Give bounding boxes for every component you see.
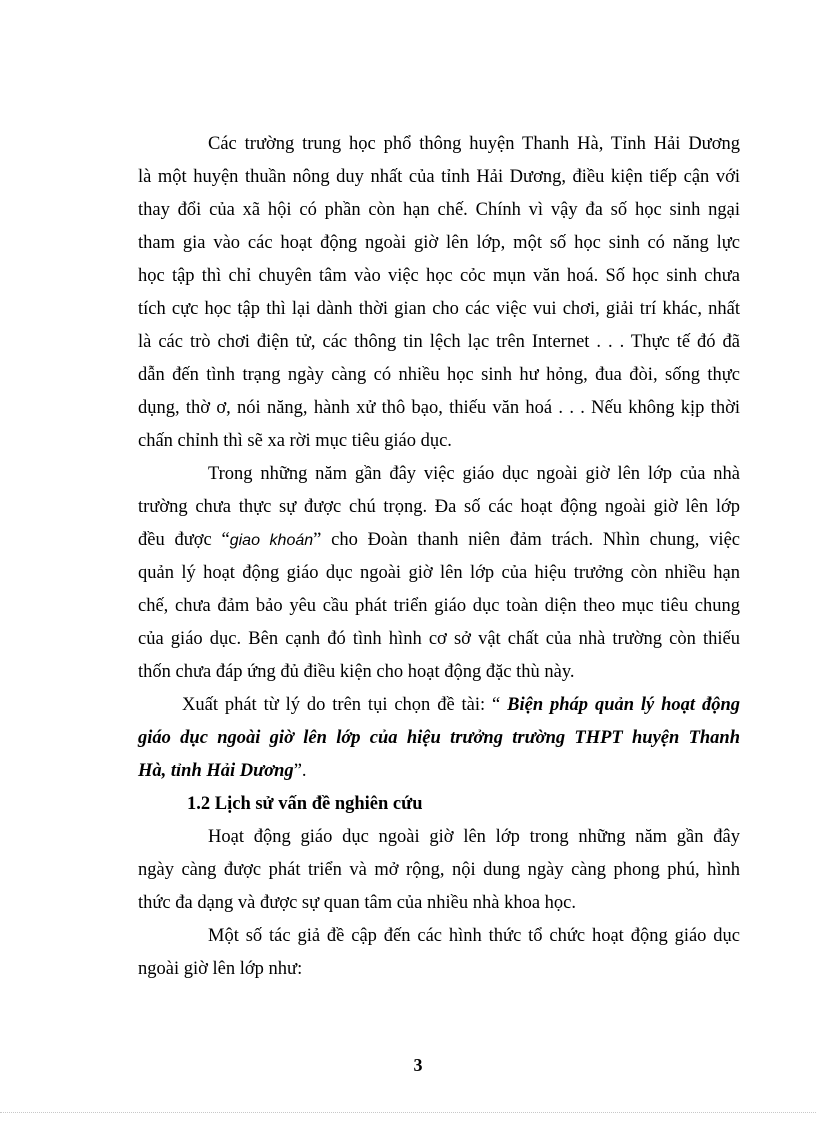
paragraph-1-line-4: tham gia vào các hoạt động ngoài giờ lên lớp, một số học sinh có năng lực	[138, 233, 740, 253]
paragraph-1-line-10: chấn chỉnh thì sẽ xa rời mục tiêu giáo dục.	[138, 431, 452, 451]
topic-title-part-1: Biện pháp quản lý hoạt động	[507, 695, 740, 715]
paragraph-2-line-2: trường chưa thực sự được chú trọng. Đa số các hoạt động ngoài giờ lên lớp	[138, 497, 740, 517]
paragraph-3-line-3	[138, 754, 740, 788]
paragraph-1-line-5: học tập thì chỉ chuyên tâm vào việc học cỏc mụn văn hoá. Số học sinh chưa	[138, 266, 740, 286]
paragraph-5-line-2: ngoài giờ lên lớp như:	[138, 959, 303, 979]
paragraph-1-line-3: thay đổi của xã hội có phần còn hạn chế. Chính vì vậy đa số học sinh ngại	[138, 200, 740, 220]
paragraph-1-line-9: dụng, thờ ơ, nói năng, hành xử thô bạo, thiếu văn hoá . . . Nếu không kịp thời	[138, 398, 740, 418]
paragraph-2-line-3-end: ” cho Đoàn thanh niên đảm trách. Nhìn chung, việc	[313, 530, 740, 550]
page-bottom-divider	[0, 1112, 816, 1113]
section-heading: 1.2 Lịch sử vấn đề nghiên cứu	[187, 794, 423, 814]
paragraph-2-line-1: Trong những năm gần đây việc giáo dục ngoài giờ lên lớp của nhà	[208, 464, 740, 484]
paragraph-1-line-1: Các trường trung học phổ thông huyện Thanh Hà, Tỉnh Hải Dương	[208, 134, 740, 154]
topic-title-part-3: Hà, tỉnh Hải Dương	[138, 761, 294, 781]
paragraph-4-line-3: thức đa dạng và được sự quan tâm của nhiều nhà khoa học.	[138, 893, 576, 913]
paragraph-1-line-8: dẫn đến tình trạng ngày càng có nhiều học sinh hư hỏng, đua đòi, sống thực	[138, 365, 740, 385]
page-number: 3	[413, 1055, 423, 1075]
paragraph-2-line-5: chế, chưa đảm bảo yêu cầu phát triển giáo dục toàn diện theo mục tiêu chung	[138, 596, 740, 616]
paragraph-3-line-1	[182, 688, 740, 722]
paragraph-1-line-2: là một huyện thuần nông duy nhất của tỉnh Hải Dương, điều kiện tiếp cận với	[138, 167, 740, 187]
paragraph-4-line-2: ngày càng được phát triển và mở rộng, nội dung ngày càng phong phú, hình	[138, 860, 740, 880]
paragraph-1-line-7: là các trò chơi điện tử, các thông tin lệch lạc trên Internet . . . Thực tế đó đã	[138, 332, 740, 352]
paragraph-2-line-4: quản lý hoạt động giáo dục ngoài giờ lên lớp của hiệu trưởng còn nhiều hạn	[138, 563, 740, 583]
paragraph-2-line-7: thốn chưa đáp ứng đủ điều kiện cho hoạt động đặc thù này.	[138, 662, 575, 682]
paragraph-2-line-3	[138, 523, 740, 557]
topic-title-part-2: giáo dục ngoài giờ lên lớp của hiệu trưởng trường THPT huyện Thanh	[138, 728, 740, 748]
paragraph-2-line-3-start: đều được “	[138, 530, 230, 550]
paragraph-4-line-1: Hoạt động giáo dục ngoài giờ lên lớp trong những năm gần đây	[208, 827, 740, 847]
topic-intro-text: Xuất phát từ lý do trên tụi chọn đề tài: “	[182, 695, 508, 715]
paragraph-1-line-6: tích cực học tập thì lại dành thời gian cho các việc vui chơi, giải trí khác, nhất	[138, 299, 740, 319]
italic-term-giao-khoan: giao khoán	[229, 532, 314, 549]
topic-closing-quote: ”.	[293, 761, 307, 781]
paragraph-5-line-1: Một số tác giả đề cập đến các hình thức tổ chức hoạt động giáo dục	[208, 926, 740, 946]
paragraph-2-line-6: của giáo dục. Bên cạnh đó tình hình cơ sở vật chất của nhà trường còn thiếu	[138, 629, 740, 649]
